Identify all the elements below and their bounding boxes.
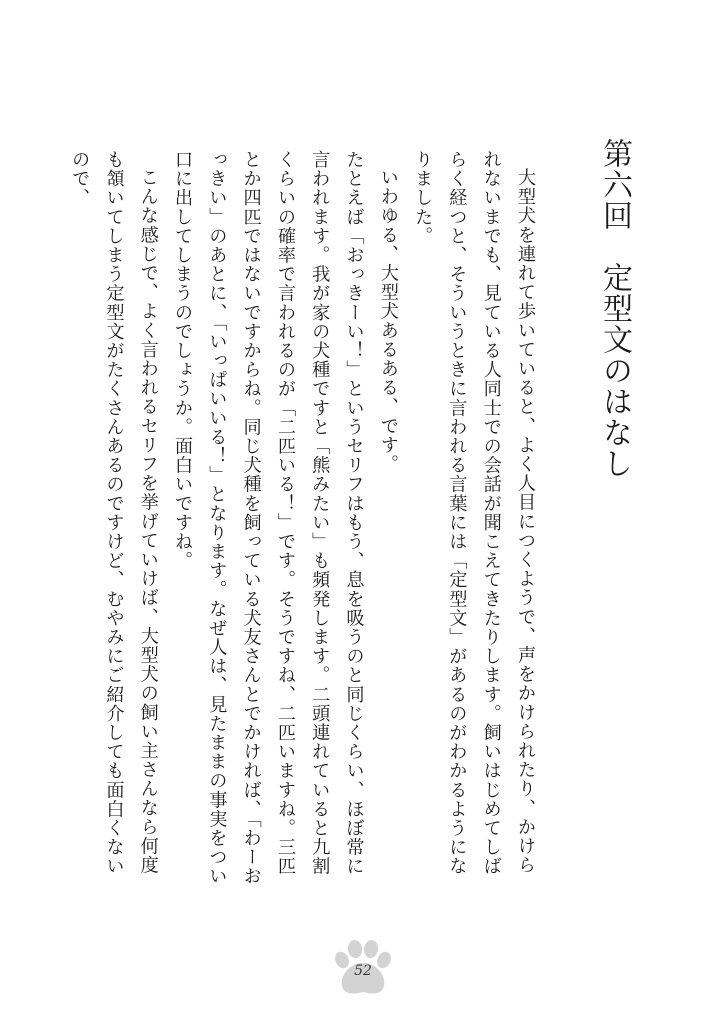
paragraph: 大型犬を連れて歩いていると、よく人目につくようで、声をかけられたり、かけられないまでも、見ている人同士での会話が聞こえてきたりします。飼いはじめてしばらく経つと、そういうときに言われる言葉には「定型文」があるのがわかるようになりました。 xyxy=(412,150,536,876)
page-number: 52 xyxy=(354,963,372,979)
body-text xyxy=(69,150,542,890)
chapter-title: 第六回 定型文のはなし xyxy=(597,138,632,479)
paragraph: たとえば「おっきーい！」というセリフはもう、息を吸うのと同じくらい、ほぼ常に言われます。我が家の犬種ですと「熊みたい」も頻発します。二頭連れていると九割くらいの確率で言われるのが「二匹いる！」です。そうですね、二匹いますね。三匹とか四匹ではないですからね。同じ犬種を飼っている犬友さんとでかければ、「わーおっきい」のあとに、「いっぱいいる！」となります。なぜ人は、見たままの事実をつい口に出してしまうのでしょうか。面白いですね。 xyxy=(172,150,365,886)
paragraph: こんな感じで、よく言われるセリフを挙げていけば、大型犬の飼い主さんなら何度も頷いてしまう定型文がたくさんあるのですけど、むやみにご紹介しても面白くないので、 xyxy=(69,150,159,876)
paragraph: いわゆる、大型犬あるある、です。 xyxy=(377,168,399,474)
